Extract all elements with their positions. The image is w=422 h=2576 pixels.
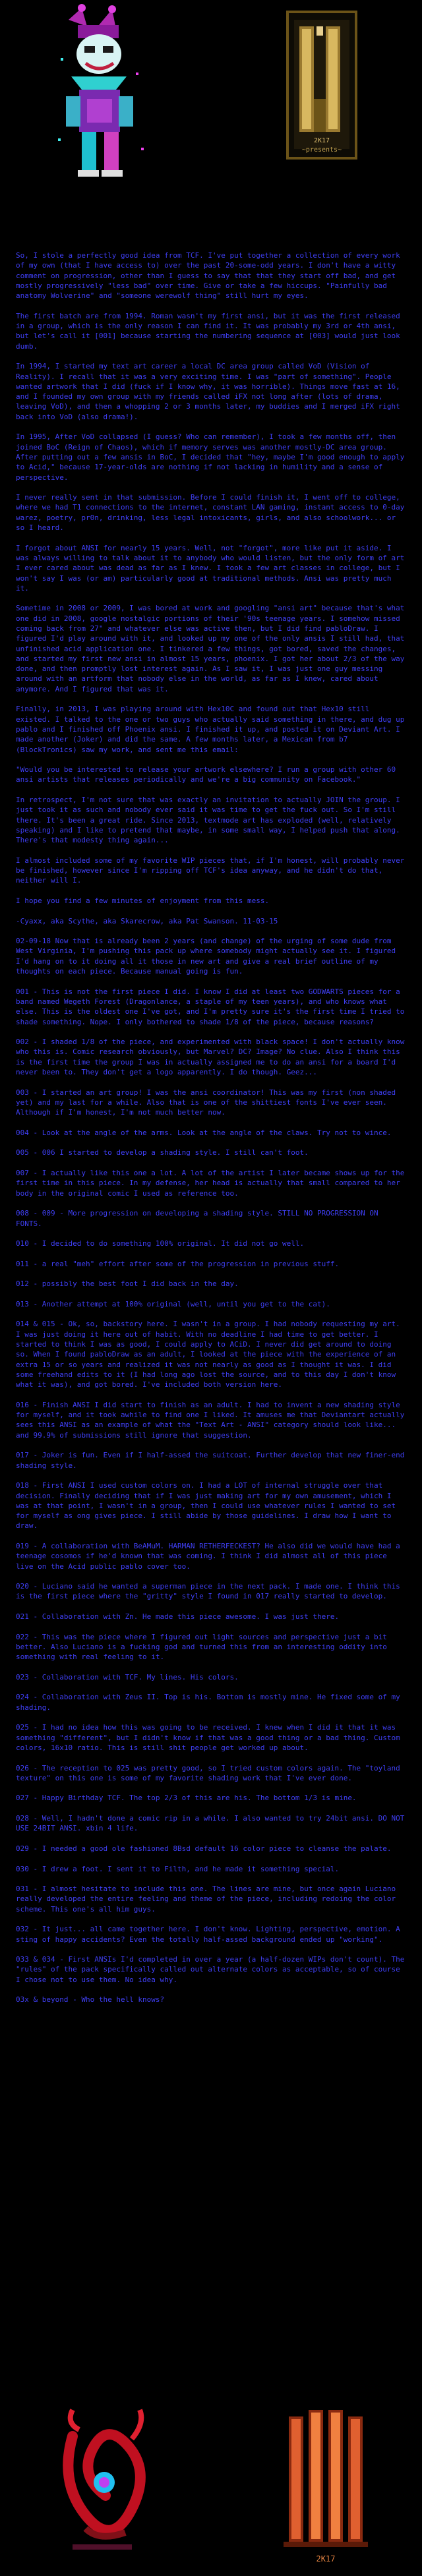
entry-019: 019 - A collaboration with BeAMuM. HARMAN RETHERFECKEST? He also did we would have had a teenage cosomos if he'd known that was coming. I think I did almost all of this piece live on the Acid public pablo cover too. — [16, 1542, 400, 1571]
entry-021: 021 - Collaboration with Zn. He made this piece awesome. I was just there. — [16, 1612, 340, 1622]
entry-018: 018 - First ANSI I used custom colors on. I had a LOT of internal struggle over that decision. Finally deciding that if I was just making art for my own amusement, which I was at that point, I wasn't in a group, then I could use whatever rules I wanted to set for myself as ong gives piece. I still abide by those guidelines. I draw how I want to draw. — [16, 1481, 396, 1531]
footer-year-label: 2K17 — [316, 2554, 336, 2563]
entry-005-006: 005 - 006 I started to develop a shading style. I still can't foot. — [16, 1148, 309, 1157]
entry-014-015: 014 & 015 - Ok, so, backstory here. I wasn't in a group. I had nobody requesting my art. I was just doing it here out of habit. With no deadline I had time to get better. I started to think I was as good, I could apply to ACiD. I never did get around to doing so. When I found pabloDraw as an adult, I looked at the piece with the experience of an extra 15 or so years and realized it was not nearly as good as I thought it was. I did some freehand edits to it (I had long ago lost the source, and to this day I don't know what it was), and got bored. I've included both version here. — [16, 1320, 400, 1390]
header-art-svg — [0, 0, 422, 274]
text-paragraph: I never really sent in that submission. Before I could finish it, I went off to college, where we had T1 connections to the internet, constant LAN gaming, instant access to 0-day warez, poetry, pr0n, drinking, less legal intoxicants, girls, and also schoolwork... or so I heard. — [16, 493, 405, 533]
text-paragraph: In retrospect, I'm not sure that was exactly an invitation to actually JOIN the group. I just took it as such and nobody ever said it was time to get the fuck out. So I'm still there. It's been a great ride. Since 2013, textmode art has exploded (well, relatively speaking) and I like to pretend that maybe, in some small way, I helped push that along. There's that modesty thing again... — [16, 796, 400, 845]
entry-03x: 03x & beyond - Who the hell knows? — [16, 1995, 165, 2005]
entry-016: 016 - Finish ANSI I did start to finish as an adult. I had to invent a new shading style for myself, and it took awhile to find one I liked. It amuses me that Deviantart actually sees this ANSI as an example of what the "Text Art - ANSI" category should look like... and 99.9% of submissions still ignore that suggestion. — [16, 1400, 405, 1440]
entry-032: 032 - It just... all came together here. I don't know. Lighting, perspective, emotion. A sting of happy accidents? Even the totally half-assed background ended up "working". — [16, 1925, 400, 1944]
entry-029: 029 - I needed a good ole fashioned 8Bsd default 16 color piece to cleanse the palate. — [16, 1844, 392, 1853]
entry-024: 024 - Collaboration with Zeus II. Top is his. Bottom is mostly mine. He fixed some of my shading. — [16, 1693, 400, 1712]
entry-003: 003 - I started an art group! I was the ansi coordinator! This was my first (non shaded yet) and my last for a while. Also that is one of the shittiest fonts I've ever seen. Although if I'm honest, I'm not much better now. — [16, 1088, 396, 1117]
text-paragraph: I forgot about ANSI for nearly 15 years. Well, not "forgot", more like put it aside. I was always willing to talk about it to anybody who would listen, but the only form of art I ever cared about was dead as far as I knew. I took a few art classes in college, but I won't say I was (or am) particularly good at traditional methods. Ansi was pretty much it. — [16, 543, 405, 593]
entry-023: 023 - Collaboration with TCF. My lines. His colors. — [16, 1672, 239, 1682]
orange-pillars-art — [284, 2410, 368, 2563]
entry-013: 013 - Another attempt at 100% original (well, until you get to the cat). — [16, 1299, 330, 1308]
logo-art — [287, 12, 356, 158]
entry-001: 001 - This is not the first piece I did. I know I did at least two GODWARTS pieces for a band named Wegeth Forest (Dragonlance, a staple of my teen years), and who knows what else. This is the oldest one I've got, and I'm pretty sure it's the first time I tried to shade something. Nope. I only bothered to shade 1/8 of the piece, because reasons? — [16, 987, 405, 1026]
entry-007: 007 - I actually like this one a lot. A lot of the artist I later became shows up for the first time in this piece. In my defense, her head is actually that small compared to her body in the original comic I used as reference too. — [16, 1169, 405, 1198]
entry-011: 011 - a real "meh" effort after some of the progression in previous stuff. — [16, 1259, 340, 1268]
text-paragraph: In 1995, After VoD collapsed (I guess? Who can remember), I took a few months off, then joined BoC (Reign of Chaos), which if memory serves was another mostly-DC area group. After putting out a few ansis in BoC, I decided that "hey, maybe I'm good enough to apply to Acid," because 17-year-olds are nothing if not lacking in humility and a sense of perspective. — [16, 432, 405, 482]
text-paragraph: I almost included some of my favorite WIP pieces that, if I'm honest, will probably never be finished, however since I'm ripping off TCF's idea anyway, and he didn't do that, neither will I. — [16, 856, 405, 885]
signature-line: -Cyaxx, aka Scythe, aka Skarecrow, aka Pat Swanson. 11-03-15 — [16, 916, 278, 925]
entry-028: 028 - Well, I hadn't done a comic rip in a while. I also wanted to try 24bit ansi. DO NOT USE 24BIT ANSI. xbin 4 life. — [16, 1814, 405, 1833]
entry-017: 017 - Joker is fun. Even if I half-assed the suitcoat. Further develop that new finer-end shading style. — [16, 1451, 405, 1470]
logo-year-label: 2K17 — [313, 137, 330, 144]
red-emblem-art — [55, 2410, 154, 2555]
entry-031: 031 - I almost hesitate to include this one. The lines are mine, but once again Luciano really developed the entire feeling and theme of the piece, including redoing the color scheme. This one's all him guys. — [16, 1885, 396, 1914]
text-paragraph: Finally, in 2013, I was playing around with Hex10C and found out that Hex10 still existed. I talked to the one or two guys who actually said something in there, and dug up pablo and I finished off Phoenix ansi. I finished it up, and posted it on Deviant Art. I made another (Joker) and did the same. A few months later, a Mexican from b7 (BlockTronics) saw my work, and sent me this email: — [16, 705, 405, 754]
entry-022: 022 - This was the piece where I figured out light sources and perspective just a bit better. Also Luciano is a fucking god and turned this from an interesting oddity into something with real feeling to it. — [16, 1632, 387, 1662]
entry-008-009: 008 - 009 - More progression on developing a shading style. STILL NO PROGRESSION ON FONTS. — [16, 1209, 378, 1228]
entry-012: 012 - possibly the best foot I did back in the day. — [16, 1279, 239, 1289]
entry-010: 010 - I decided to do something 100% original. It did not go well. — [16, 1239, 305, 1248]
text-paragraph: The first batch are from 1994. Roman wasn't my first ansi, but it was the first released in a group, which is the only reason I can find it. It was probably my 3rd or 4th ansi, but let's call it [001] because starting the numbering sequence at [003] would just look dumb. — [16, 311, 400, 351]
text-paragraph: 02-09-18 Now that is already been 2 years (and change) of the urging of some dude from West Virginia, I'm pushing this pack up where somebody might actually see it. I figured I'd hang on to it doing all it those in new art and give a real brief outline of my thoughts on each piece. Because manual going is fun. — [16, 937, 396, 976]
nfo-text-body — [16, 250, 409, 2015]
logo-caption-label: ~presents~ — [301, 146, 342, 154]
header-artwork — [0, 0, 422, 274]
text-paragraph: I hope you find a few minutes of enjoyment from this mess. — [16, 896, 270, 905]
footer-art-svg — [0, 2384, 422, 2573]
entry-020: 020 - Luciano said he wanted a superman piece in the next pack. I made one. I think this is the first piece where the "gritty" style I found in 017 really started to develop. — [16, 1582, 400, 1601]
footer-artwork — [0, 2384, 422, 2573]
entry-026: 026 - The reception to 025 was pretty good, so I tried custom colors again. The "toyland texture" on this one is some of my favorite shading work that I've ever done. — [16, 1763, 400, 1782]
text-paragraph: So, I stole a perfectly good idea from TCF. I've put together a collection of every work of my own (that I have access to) over the past 20-some-odd years. I don't have a witty comment on progression, other than I guess to say that that they start off bad, and get mostly progressively "less bad" over time. Give or take a few hiccups. "Painfully bad anatomy Wolverine" and "someone werewolf thing" still hurt my eyes. — [16, 251, 400, 301]
text-paragraph: Sometime in 2008 or 2009, I was bored at work and googling "ansi art" because that's what one did in 2008, google nostalgic portions of their '90s teenage years. I somehow missed coming back from 27" and whatever else was active then, but I did find pabloDraw. I figured I'd play around with it, and looked up my one of the only ansis I still had, that unfinished acid application one. I tinkered a few things, got bored, saved the changes, and started my first new ansi in almost 15 years, phoenix. I got her about 2/3 of the way done, and then promptly lost interest again. As I saw it, I was just one guy messing around with an artform that nobody else in the world, as far as I knew, cared about anymore. And I figured that was it. — [16, 604, 405, 693]
entry-002: 002 - I shaded 1/8 of the piece, and experimented with black space! I don't actually know who this is. Comic research obviously, but Marvel? DC? Image? No clue. Also I think this is the first time the group I was in actually assigned me to do an ansi for a board I'd never been to. They don't get a logo apparently. I do though. Geez... — [16, 1038, 405, 1077]
entry-033-034: 033 & 034 - First ANSIs I'd completed in over a year (a half-dozen WIPs don't count). The "rules" of the pack specifically called out alternate colors as acceptable, so of course I chose not to use them. No idea why. — [16, 1955, 405, 1984]
entry-004: 004 - Look at the angle of the arms. Look at the angle of the claws. Try not to wince. — [16, 1128, 392, 1137]
jester-figure-art — [58, 4, 144, 177]
text-paragraph: In 1994, I started my text art career a local DC area group called VoD (Vision of Reality). I recall that it was a very exciting time. I was "part of something". People wanted artwork that I did (fuck if I know why, it was horrible). Things move fast at 16, and I founded my own group with my friends called iFX not long after (lots of drama, leaving VoD), and then a whopping 2 or 3 months later, my buddies and I merged iFX right back into VoD (also drama!). — [16, 362, 400, 421]
entry-025: 025 - I had no idea how this was going to be received. I knew when I did it that it was something "different", but I didn't know if that was a good thing or a bad thing. Custom colors, 16x10 ratio. This is still shit people get worked up about. — [16, 1723, 400, 1752]
entry-027: 027 - Happy Birthday TCF. The top 2/3 of this are his. The bottom 1/3 is mine. — [16, 1794, 357, 1803]
text-paragraph: "Would you be interested to release your artwork elsewhere? I run a group with other 60 ansi artists that releases periodically and we're a big community on Facebook." — [16, 765, 396, 784]
entry-030: 030 - I drew a foot. I sent it to Filth, and he made it something special. — [16, 1864, 340, 1873]
